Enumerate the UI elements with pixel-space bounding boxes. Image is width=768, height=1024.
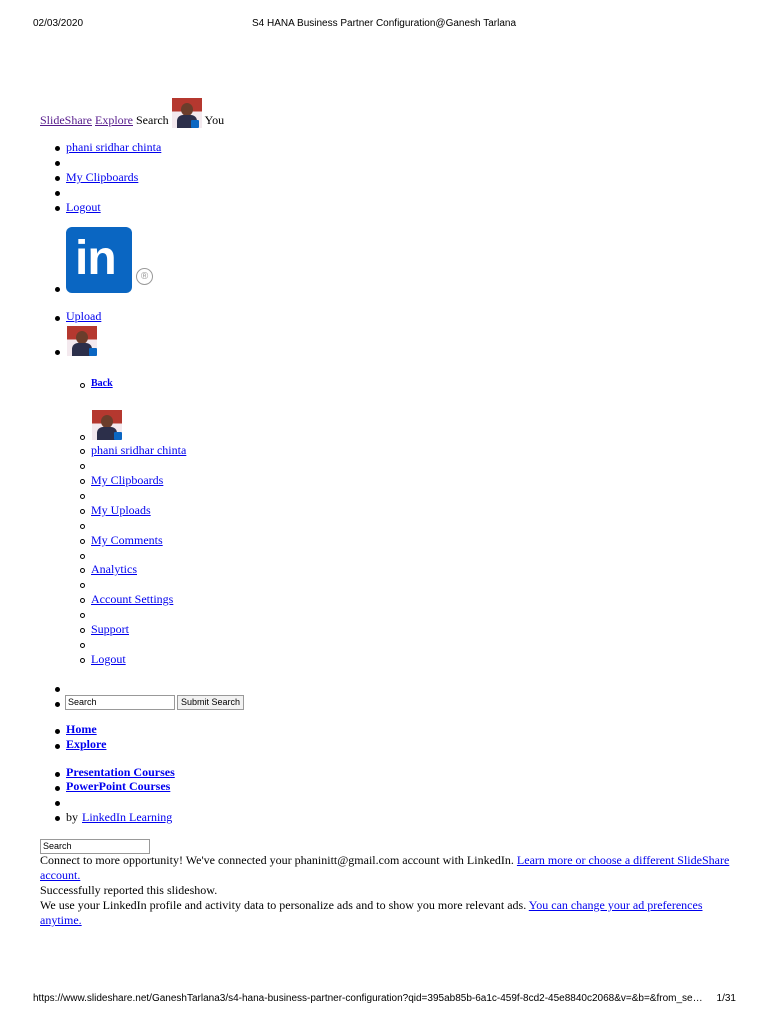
circle-bullet (80, 464, 85, 469)
registered-mark-icon: ® (136, 268, 153, 285)
bullet (55, 287, 60, 292)
circle-bullet (80, 583, 85, 588)
home-link[interactable]: Home (66, 722, 97, 736)
bullet (55, 816, 60, 821)
circle-bullet (80, 613, 85, 618)
bullet (55, 729, 60, 734)
bullet (55, 702, 60, 707)
avatar[interactable] (67, 326, 97, 356)
messages (40, 853, 730, 928)
logout-link[interactable]: Logout (66, 200, 101, 214)
bullet (55, 191, 60, 196)
submenu-account-settings-link[interactable]: Account Settings (91, 592, 174, 606)
linkedin-badge-icon (114, 432, 122, 440)
submenu-analytics-link[interactable]: Analytics (91, 562, 137, 576)
submenu-comments-link[interactable]: My Comments (91, 533, 163, 547)
learn-more-link[interactable]: Learn more or choose a different SlideShare account. (40, 853, 730, 882)
explore-link[interactable]: Explore (95, 113, 133, 127)
linkedin-badge-icon (191, 120, 199, 128)
submenu-uploads-link[interactable]: My Uploads (91, 503, 151, 517)
search-input[interactable]: Search (65, 695, 175, 710)
bullet (55, 801, 60, 806)
print-footer (0, 993, 768, 1007)
circle-bullet (80, 568, 85, 573)
back-link[interactable]: Back (91, 378, 113, 389)
circle-bullet (80, 449, 85, 454)
bullet (55, 772, 60, 777)
bullet (55, 206, 60, 211)
submenu-logout-link[interactable]: Logout (91, 652, 126, 666)
bullet (55, 176, 60, 181)
bullet (55, 786, 60, 791)
bullet (55, 744, 60, 749)
connect-message: Connect to more opportunity! We've connected your phaninitt@gmail.com account with LinkedIn. Learn more or choose a different SlideShare account. (40, 853, 730, 882)
user-name-link[interactable]: phani sridhar chinta (66, 140, 162, 154)
bullet (55, 687, 60, 692)
reported-message: Successfully reported this slideshow. (40, 883, 218, 897)
bottom-search-input[interactable]: Search (40, 839, 150, 854)
avatar[interactable] (92, 410, 122, 440)
bullet (55, 350, 60, 355)
circle-bullet (80, 658, 85, 663)
linkedin-badge-icon (89, 348, 97, 356)
circle-bullet (80, 539, 85, 544)
my-clipboards-link[interactable]: My Clipboards (66, 170, 139, 184)
circle-bullet (80, 383, 85, 388)
circle-bullet (80, 479, 85, 484)
avatar[interactable] (172, 98, 202, 128)
circle-bullet (80, 598, 85, 603)
submenu-user-name-link[interactable]: phani sridhar chinta (91, 443, 187, 457)
you-label[interactable]: You (204, 113, 225, 127)
explore-nav-link[interactable]: Explore (66, 737, 107, 751)
circle-bullet (80, 509, 85, 514)
linkedin-logo-icon[interactable]: in (66, 227, 132, 293)
submenu-clipboards-link[interactable]: My Clipboards (91, 473, 164, 487)
search-label[interactable]: Search (136, 113, 169, 127)
by-label: by (66, 810, 78, 824)
circle-bullet (80, 435, 85, 440)
circle-bullet (80, 643, 85, 648)
page-url: https://www.slideshare.net/GaneshTarlana3/s4-hana-business-partner-configuration?qid=395ab85b-6a1c-459f-8cd2-45e8840c2068&v=&b=&from_se… (33, 993, 703, 1004)
bullet (55, 316, 60, 321)
presentation-courses-link[interactable]: Presentation Courses (66, 765, 175, 779)
powerpoint-courses-link[interactable]: PowerPoint Courses (66, 779, 171, 793)
page-number: 1/31 (716, 993, 736, 1004)
linkedin-learning-link[interactable]: LinkedIn Learning (82, 810, 173, 824)
circle-bullet (80, 494, 85, 499)
print-title: S4 HANA Business Partner Configuration@Ganesh Tarlana (252, 18, 516, 29)
bullet (55, 161, 60, 166)
ad-preferences-link[interactable]: You can change your ad preferences anytime. (40, 898, 703, 927)
top-bar (40, 94, 227, 128)
circle-bullet (80, 628, 85, 633)
ads-message: We use your LinkedIn profile and activity data to personalize ads and to show you more relevant ads. You can change your ad preferences anytime. (40, 898, 703, 927)
submit-search-button[interactable]: Submit Search (177, 695, 244, 710)
print-date: 02/03/2020 (33, 18, 84, 29)
print-header (0, 18, 768, 32)
slideshare-link[interactable]: SlideShare (40, 113, 92, 127)
upload-link[interactable]: Upload (66, 309, 102, 323)
submenu-support-link[interactable]: Support (91, 622, 130, 636)
circle-bullet (80, 554, 85, 559)
bullet (55, 146, 60, 151)
circle-bullet (80, 524, 85, 529)
